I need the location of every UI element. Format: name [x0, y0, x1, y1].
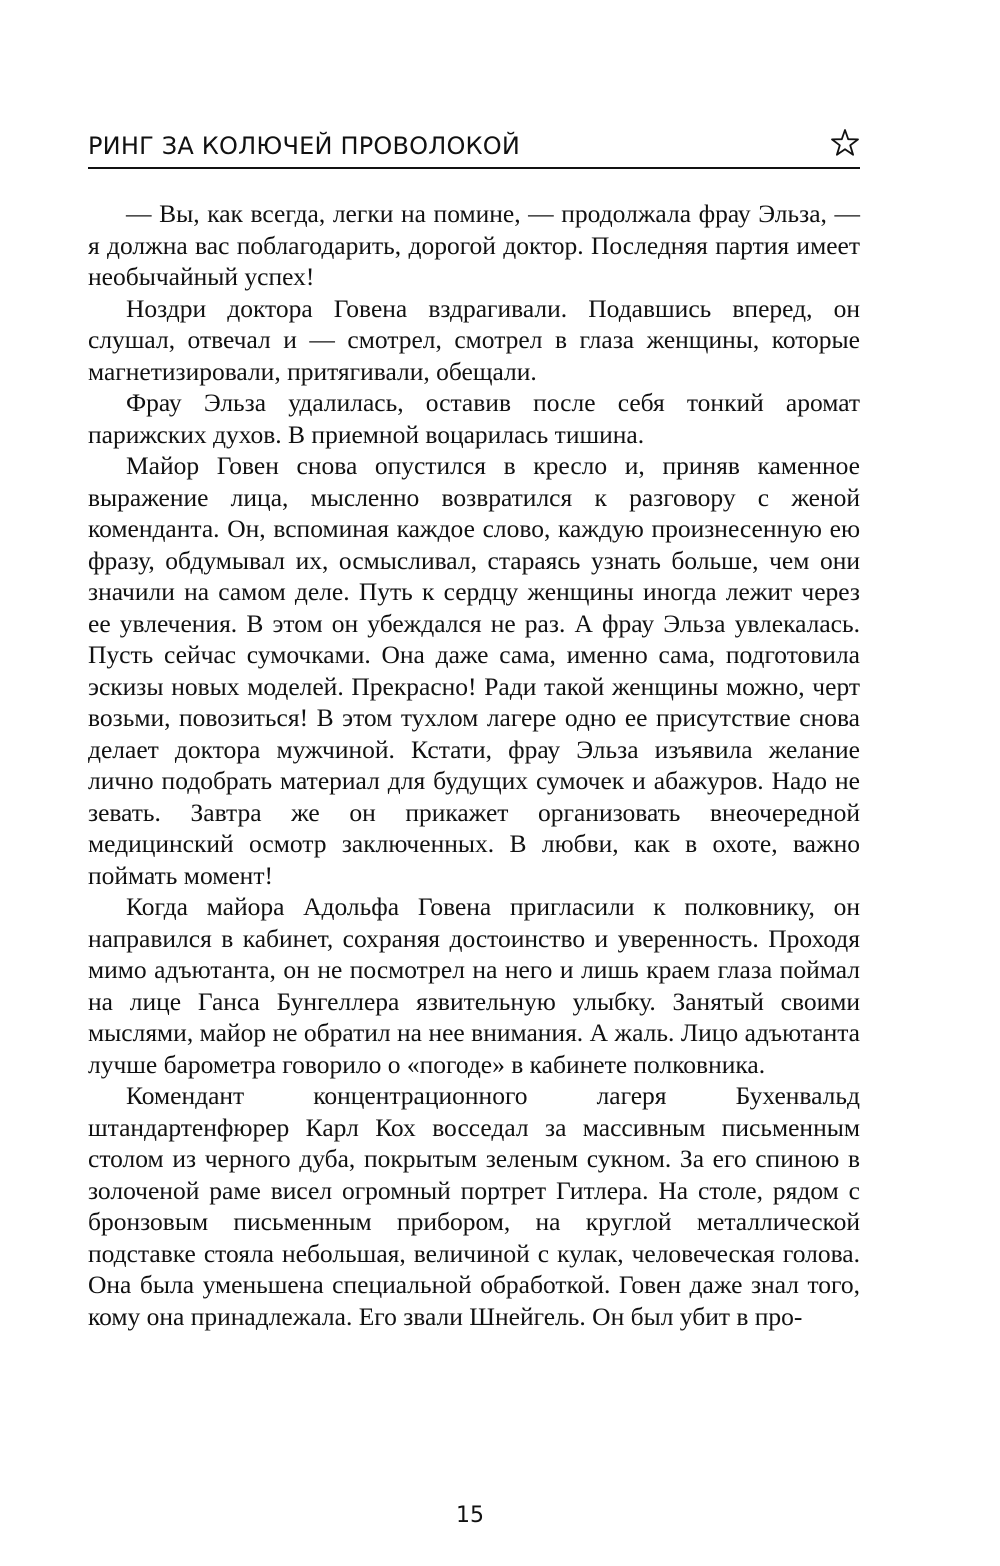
- paragraph: — Вы, как всегда, легки на помине, — продолжала фрау Эльза, — я должна вас поблагодарить, дорогой доктор. Последняя партия имеет необычайный успех!: [88, 199, 860, 291]
- paragraph: Когда майора Адольфа Говена пригласили к полковнику, он направился в кабинет, сохраняя достоинство и уверенность. Проходя мимо адъютанта, он не посмотрел на него и лишь краем глаза поймал на лице Ганса Бунгеллера язвительную улыбку. Занятый своими мыслями, майор не обратил на нее внимания. А жаль. Лицо адъютанта лучше барометра говорило о «погоде» в кабинете полковника.: [88, 892, 860, 1079]
- running-head: [88, 128, 860, 168]
- paragraph: Ноздри доктора Говена вздрагивали. Подавшись вперед, он слушал, отвечал и — смотрел, смотрел в глаза женщины, которые магнетизировали, притягивали, обещали.: [88, 293, 860, 386]
- header-rule: [88, 167, 860, 169]
- body-text: [88, 198, 860, 1332]
- paragraph: Фрау Эльза удалилась, оставив после себя тонкий аромат парижских духов. В приемной воцарилась тишина.: [88, 388, 860, 449]
- star-outline-icon: [830, 128, 860, 158]
- running-head-title: РИНГ ЗА КОЛЮЧЕЙ ПРОВОЛОКОЙ: [88, 132, 521, 160]
- paragraph: Майор Говен снова опустился в кресло и, приняв каменное выражение лица, мысленно возвратился к разговору с женой коменданта. Он, вспоминая каждое слово, каждую произнесенную ею фразу, обдумывал их, осмысливал, стараясь узнать больше, чем они значили на самом деле. Путь к сердцу женщины иногда лежит через ее увлечения. В этом он убеждался не раз. А фрау Эльза увлекалась. Пусть сейчас сумочками. Она даже сама, именно сама, подготовила эскизы новых моделей. Прекрасно! Ради такой женщины можно, черт возьми, повозиться! В этом тухлом лагере одно ее присутствие снова делает доктора мужчиной. Кстати, фрау Эльза изъявила желание лично подобрать материал для будущих сумочек и абажуров. Надо не зевать. Завтра же он прикажет организовать внеочередной медицинский осмотр заключенных. В любви, как в охоте, важно поймать момент!: [88, 451, 860, 890]
- paragraph: Комендант концентрационного лагеря Бухенвальд штандартенфюрер Карл Кох восседал за массивным письменным столом из черного дуба, покрытым зеленым сукном. За его спиною в золоченой раме висел огромный портрет Гитлера. На столе, рядом с бронзовым письменным прибором, на круглой металлической подставке стояла небольшая, величиной с кулак, человеческая голова. Она была уменьшена специальной обработкой. Говен даже знал того, кому она принадлежала. Его звали Шнейгель. Он был убит в про-: [88, 1081, 860, 1331]
- page-number: 15: [456, 1503, 484, 1528]
